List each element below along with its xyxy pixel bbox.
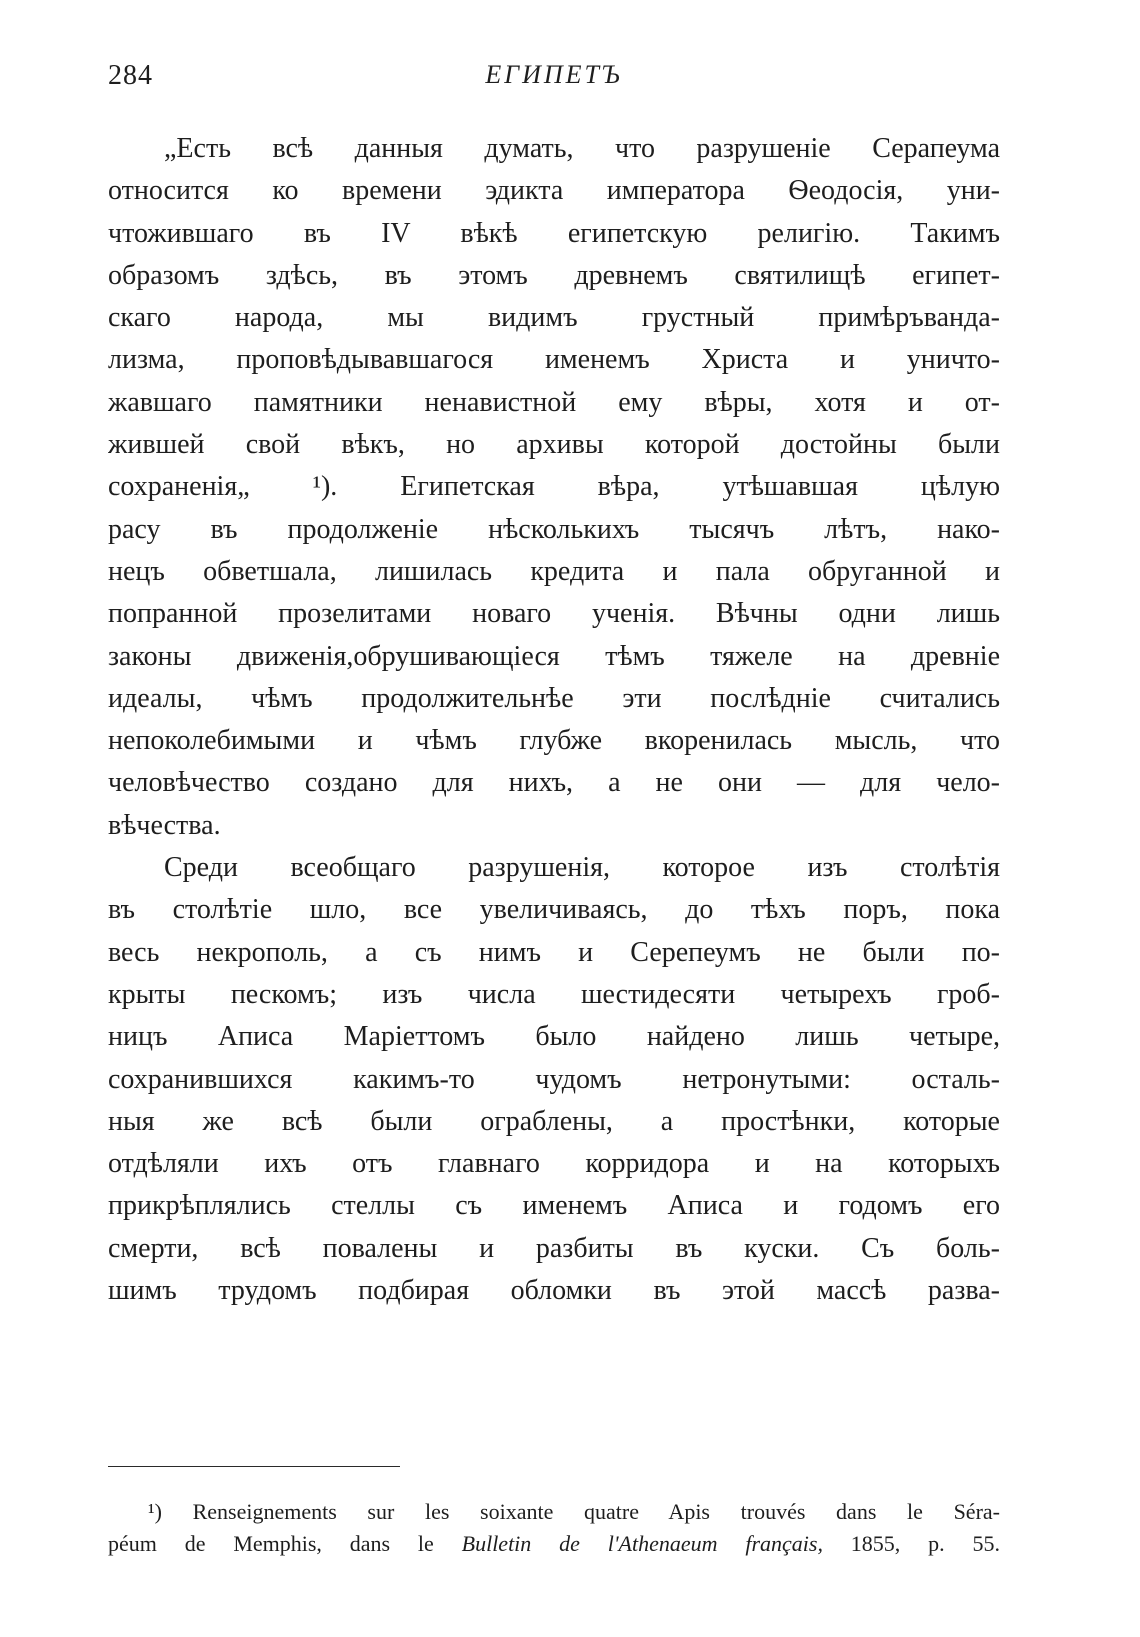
text-line: законы движенія,обрушивающіеся тѣмъ тяжеле на древніе	[108, 640, 1000, 672]
text-line: отдѣляли ихъ отъ главнаго корридора и на которыхъ	[108, 1148, 1000, 1180]
running-title: ЕГИПЕТЪ	[485, 60, 623, 89]
footnote-journal-title: Bulletin de l'Athenaeum français,	[461, 1531, 823, 1556]
text-line: Среди всеобщаго разрушенія, которое изъ столѣтія	[164, 852, 1000, 884]
text-line: идеалы, чѣмъ продолжительнѣе эти послѣдніе считались	[108, 682, 1000, 714]
page-number: 284	[108, 60, 153, 91]
text-line: лизма, проповѣдывавшагося именемъ Христа и уничто-	[108, 344, 1000, 376]
text-line: чтожившаго въ IV вѣкѣ египетскую религію. Такимъ	[108, 217, 1000, 249]
footnote-line	[108, 1528, 1000, 1560]
text-line: вѣчества.	[108, 809, 221, 841]
text-line: образомъ здѣсь, въ этомъ древнемъ святилищѣ египет-	[108, 259, 1000, 291]
text-line: попранной прозелитами новаго ученія. Вѣчны одни лишь	[108, 598, 1000, 630]
text-line: человѣчество создано для нихъ, а не они — для чело-	[108, 767, 1000, 799]
footnote-divider	[108, 1466, 400, 1467]
text-line: жавшаго памятники ненавистной ему вѣры, хотя и от-	[108, 386, 1000, 418]
text-line: весь некрополь, а съ нимъ и Серепеумъ не были по-	[108, 936, 1000, 968]
text-line: жившей свой вѣкъ, но архивы которой достойны были	[108, 429, 1000, 461]
text-line: непоколебимыми и чѣмъ глубже вкоренилась мысль, что	[108, 725, 1000, 757]
text-line: въ столѣтіе шло, все увеличиваясь, до тѣхъ поръ, пока	[108, 894, 1000, 926]
text-line: нецъ обветшала, лишилась кредита и пала обруганной и	[108, 555, 1000, 587]
page-header	[108, 60, 1000, 100]
text-line: скаго народа, мы видимъ грустный примѣръванда-	[108, 302, 1000, 334]
text-line: шимъ трудомъ подбирая обломки въ этой массѣ разва-	[108, 1275, 1000, 1307]
footnote-line: ¹) Renseignements sur les soixante quatre Apis trouvés dans le Séra-	[148, 1499, 1000, 1524]
footnote-text: péum de Memphis, dans le	[108, 1531, 462, 1556]
text-line: ницъ Аписа Маріеттомъ было найдено лишь четыре,	[108, 1021, 1000, 1053]
footnote	[108, 1496, 1000, 1560]
text-line: крыты пескомъ; изъ числа шестидесяти четырехъ гроб-	[108, 978, 1000, 1010]
text-line: „Есть всѣ данныя думать, что разрушеніе Серапеума	[164, 133, 1000, 164]
text-line: смерти, всѣ повалены и разбиты въ куски. Съ боль-	[108, 1232, 1000, 1264]
body-text	[108, 128, 1000, 1312]
text-line: прикрѣплялись стеллы съ именемъ Аписа и годомъ его	[108, 1190, 1000, 1222]
footnote-text: 1855, p. 55.	[822, 1531, 1000, 1556]
text-line: сохраненія„ ¹). Египетская вѣра, утѣшавшая цѣлую	[108, 471, 1000, 503]
text-line: ныя же всѣ были ограблены, а простѣнки, которые	[108, 1105, 1000, 1137]
text-line: относится ко времени эдикта императора Ѳеодосія, уни-	[108, 175, 1000, 207]
text-line: расу въ продолженіе нѣсколькихъ тысячъ лѣтъ, нако-	[108, 513, 1000, 545]
text-line: сохранившихся какимъ-то чудомъ нетронутыми: осталь-	[108, 1063, 1000, 1095]
